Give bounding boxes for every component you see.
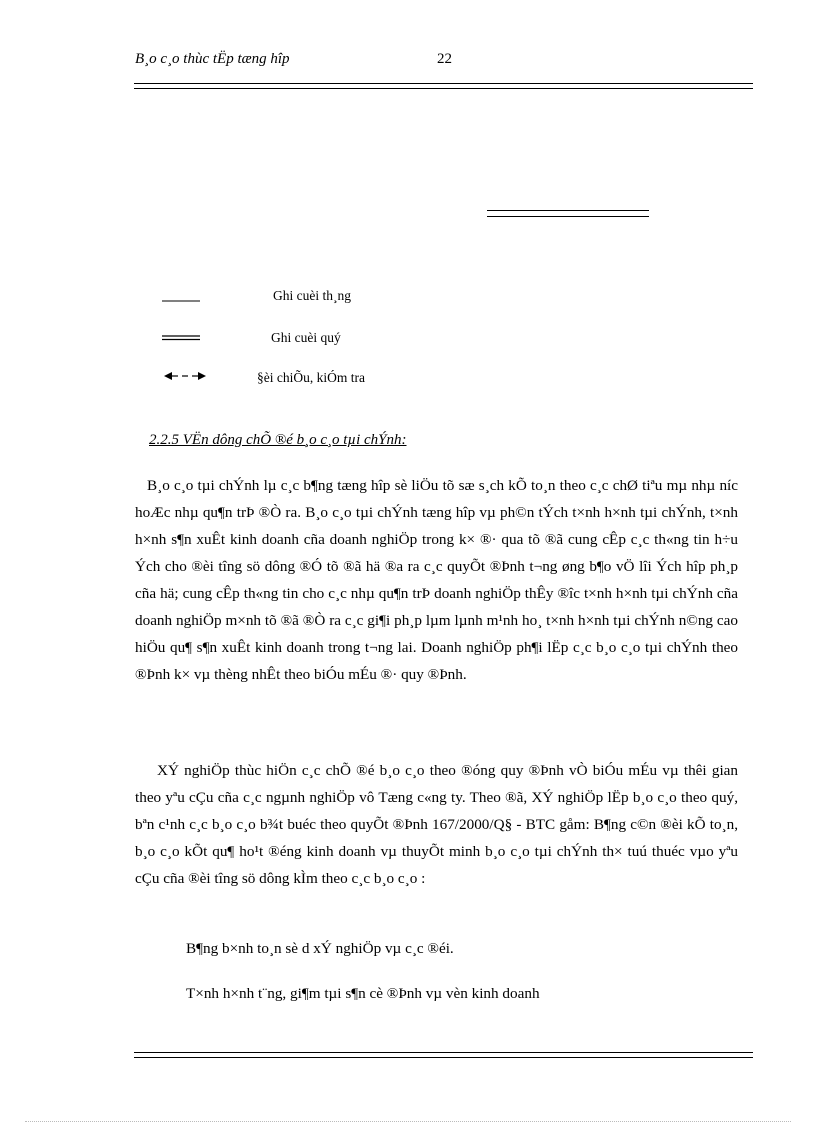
double-arrow-icon [162,370,210,382]
paragraph-1-text: B¸o c¸o tµi chÝnh lµ c¸c b¶ng tæng hîp sè liÖu tõ sæ s¸ch kÕ to¸n theo c¸c chØ tiªu mµ nhµ níc hoÆc nhµ qu¶n trÞ ®Ò ra. B¸o c¸o tµi chÝnh tæng hîp vµ ph©n tÝch t×nh h×nh tµi chÝnh, t×nh h×nh s¶n xuÊt kinh doanh cña doanh nghiÖp trong k× ®· qua tõ ®ã cung cÊp c¸c th«ng tin h÷u Ých cho ®èi tîng sö dông ®Ó tõ ®ã hä ®a ra c¸c quyÕt ®Þnh t¬ng øng b¶o vÖ lîi Ých hîp ph¸p cña hä; cung cÊp th«ng tin cho c¸c nhµ qu¶n trÞ doanh nghiÖp thÊy ®îc t×nh h×nh tµi chÝnh cña doanh nghiÖp m×nh tõ ®ã ®Ò ra c¸c gi¶i ph¸p lµm lµnh m¹nh ho¸ t×nh h×nh tµi chÝnh n©ng cao hiÖu qu¶ s¶n xuÊt kinh doanh trong t¬ng lai. Doanh nghiÖp ph¶i lËp c¸c b¸o c¸o tµi chÝnh theo ®Þnh k× vµ thèng nhÊt theo biÓu mÉu ®· quy ®Þnh. [135,477,738,683]
flow-arrow-segment [487,210,649,217]
double-line-icon [160,333,204,343]
single-line-icon [160,296,204,304]
legend-label-quarterly: Ghi cuèi quý [271,330,341,345]
section-heading: 2.2.5 VËn dông chÕ ®é b¸o c¸o tµi chÝnh: [149,432,407,448]
legend-label-monthly: Ghi cuèi th¸ng [273,288,351,303]
paragraph-2-text: XÝ nghiÖp thùc hiÖn c¸c chÕ ®é b¸o c¸o theo ®óng quy ®Þnh vÒ biÓu mÉu vµ thêi gian theo yªu cÇu cña c¸c ngµnh nghiÖp vô Tæng c«ng ty. Theo ®ã, XÝ nghiÖp lËp b¸o c¸o theo quý, bªn c¹nh c¸c b¸o c¸o b¾t buéc theo quyÕt ®Þnh 167/2000/Q§ - BTC gåm: B¶ng c©n ®èi kÕ to¸n, b¸o c¸o kÕt qu¶ ho¹t ®éng kinh doanh vµ thuyÕt minh b¸o c¸o tµi chÝnh th× tuú thuéc vµo yªu cÇu cña ®èi tîng sö dông kÌm theo c¸c b¸o c¸o : [135,762,738,887]
report-header-title: B¸o c¸o thùc tËp tæng hîp [135,51,290,67]
legend-label-reconcile: §èi chiÕu, kiÓm tra [257,370,365,385]
page-bottom-border [25,1121,791,1122]
footer-rule [134,1052,753,1058]
paragraph-2 [135,757,738,892]
header-rule [134,83,753,89]
page-number: 22 [437,51,452,67]
list-item: T×nh h×nh t¨ng, gi¶m tµi s¶n cè ®Þnh vµ vèn kinh doanh [186,985,540,1002]
list-item: B¶ng b×nh to¸n sè d xÝ nghiÖp vµ c¸c ®éi. [186,940,454,957]
paragraph-1 [135,472,738,688]
